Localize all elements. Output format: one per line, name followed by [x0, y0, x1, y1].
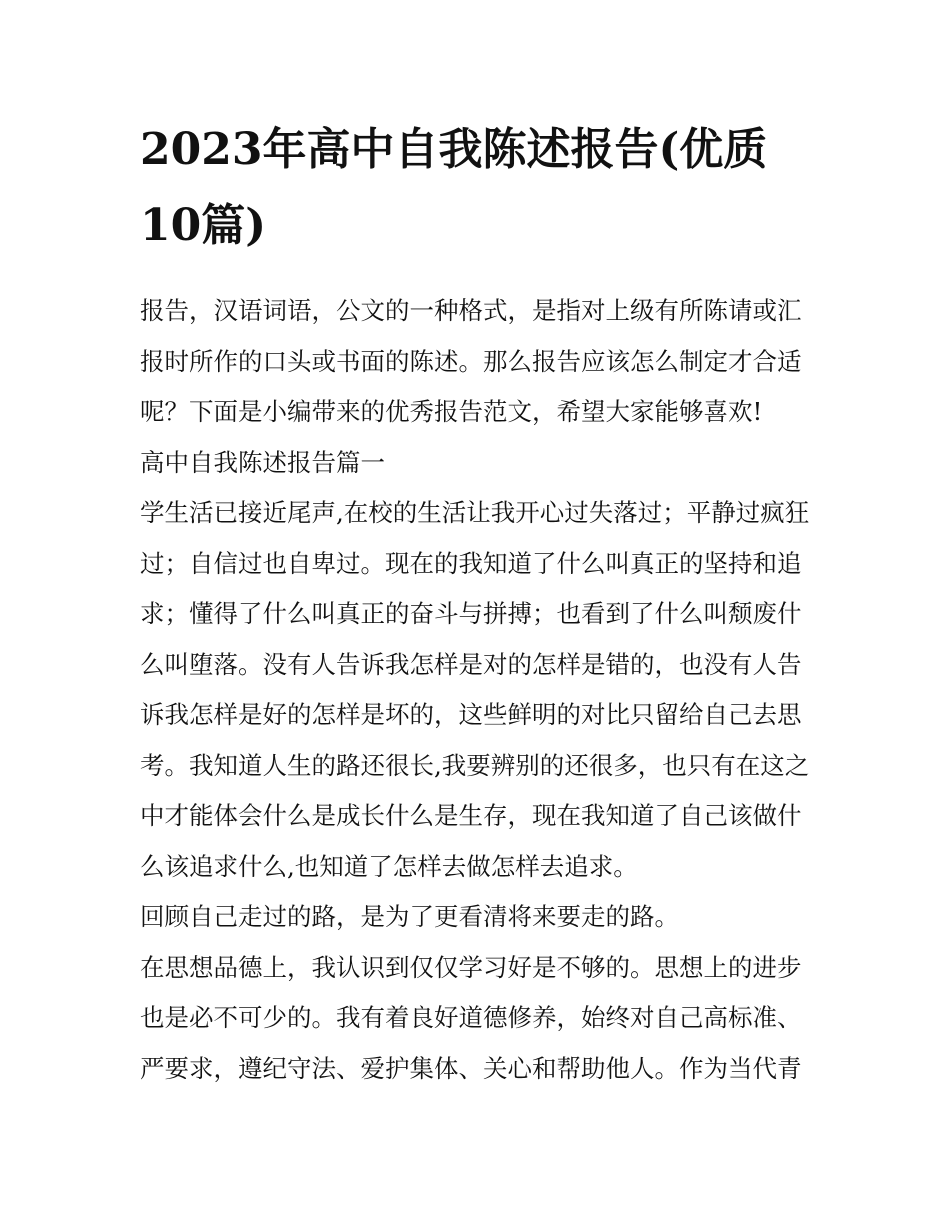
paragraph-body: 学生活已接近尾声,在校的生活让我开心过失落过；平静过疯狂过；自信过也自卑过。现在的我知道了什么叫真正的坚持和追求；懂得了什么叫真正的奋斗与拼搏；也看到了什么叫颓废什么叫堕落。没有人告诉我怎样是对的怎样是错的，也没有人告诉我怎样是好的怎样是坏的，这些鲜明的对比只留给自己去思考。我知道人生的路还很长,我要辨别的还很多，也只有在这之中才能体会什么是成长什么是生存，现在我知道了自己该做什么该追求什么,也知道了怎样去做怎样去追求。: [140, 498, 810, 881]
document-body: [140, 286, 814, 1094]
document-title: 2023年高中自我陈述报告(优质10篇): [140, 124, 768, 251]
paragraph-intro: 报告，汉语词语，公文的一种格式，是指对上级有所陈请或汇报时所作的口头或书面的陈述。那么报告应该怎么制定才合适呢？下面是小编带来的优秀报告范文，希望大家能够喜欢!: [140, 296, 802, 426]
section-heading: 高中自我陈述报告篇一: [140, 447, 385, 477]
document-content: [140, 112, 814, 1094]
paragraph-body: 在思想品德上，我认识到仅仅学习好是不够的。思想上的进步也是必不可少的。我有着良好道德修养，始终对自己高标准、严要求，遵纪守法、爱护集体、关心和帮助他人。作为当代青: [140, 952, 802, 1083]
paragraph-body: 回顾自己走过的路，是为了更看清将来要走的路。: [140, 902, 679, 931]
